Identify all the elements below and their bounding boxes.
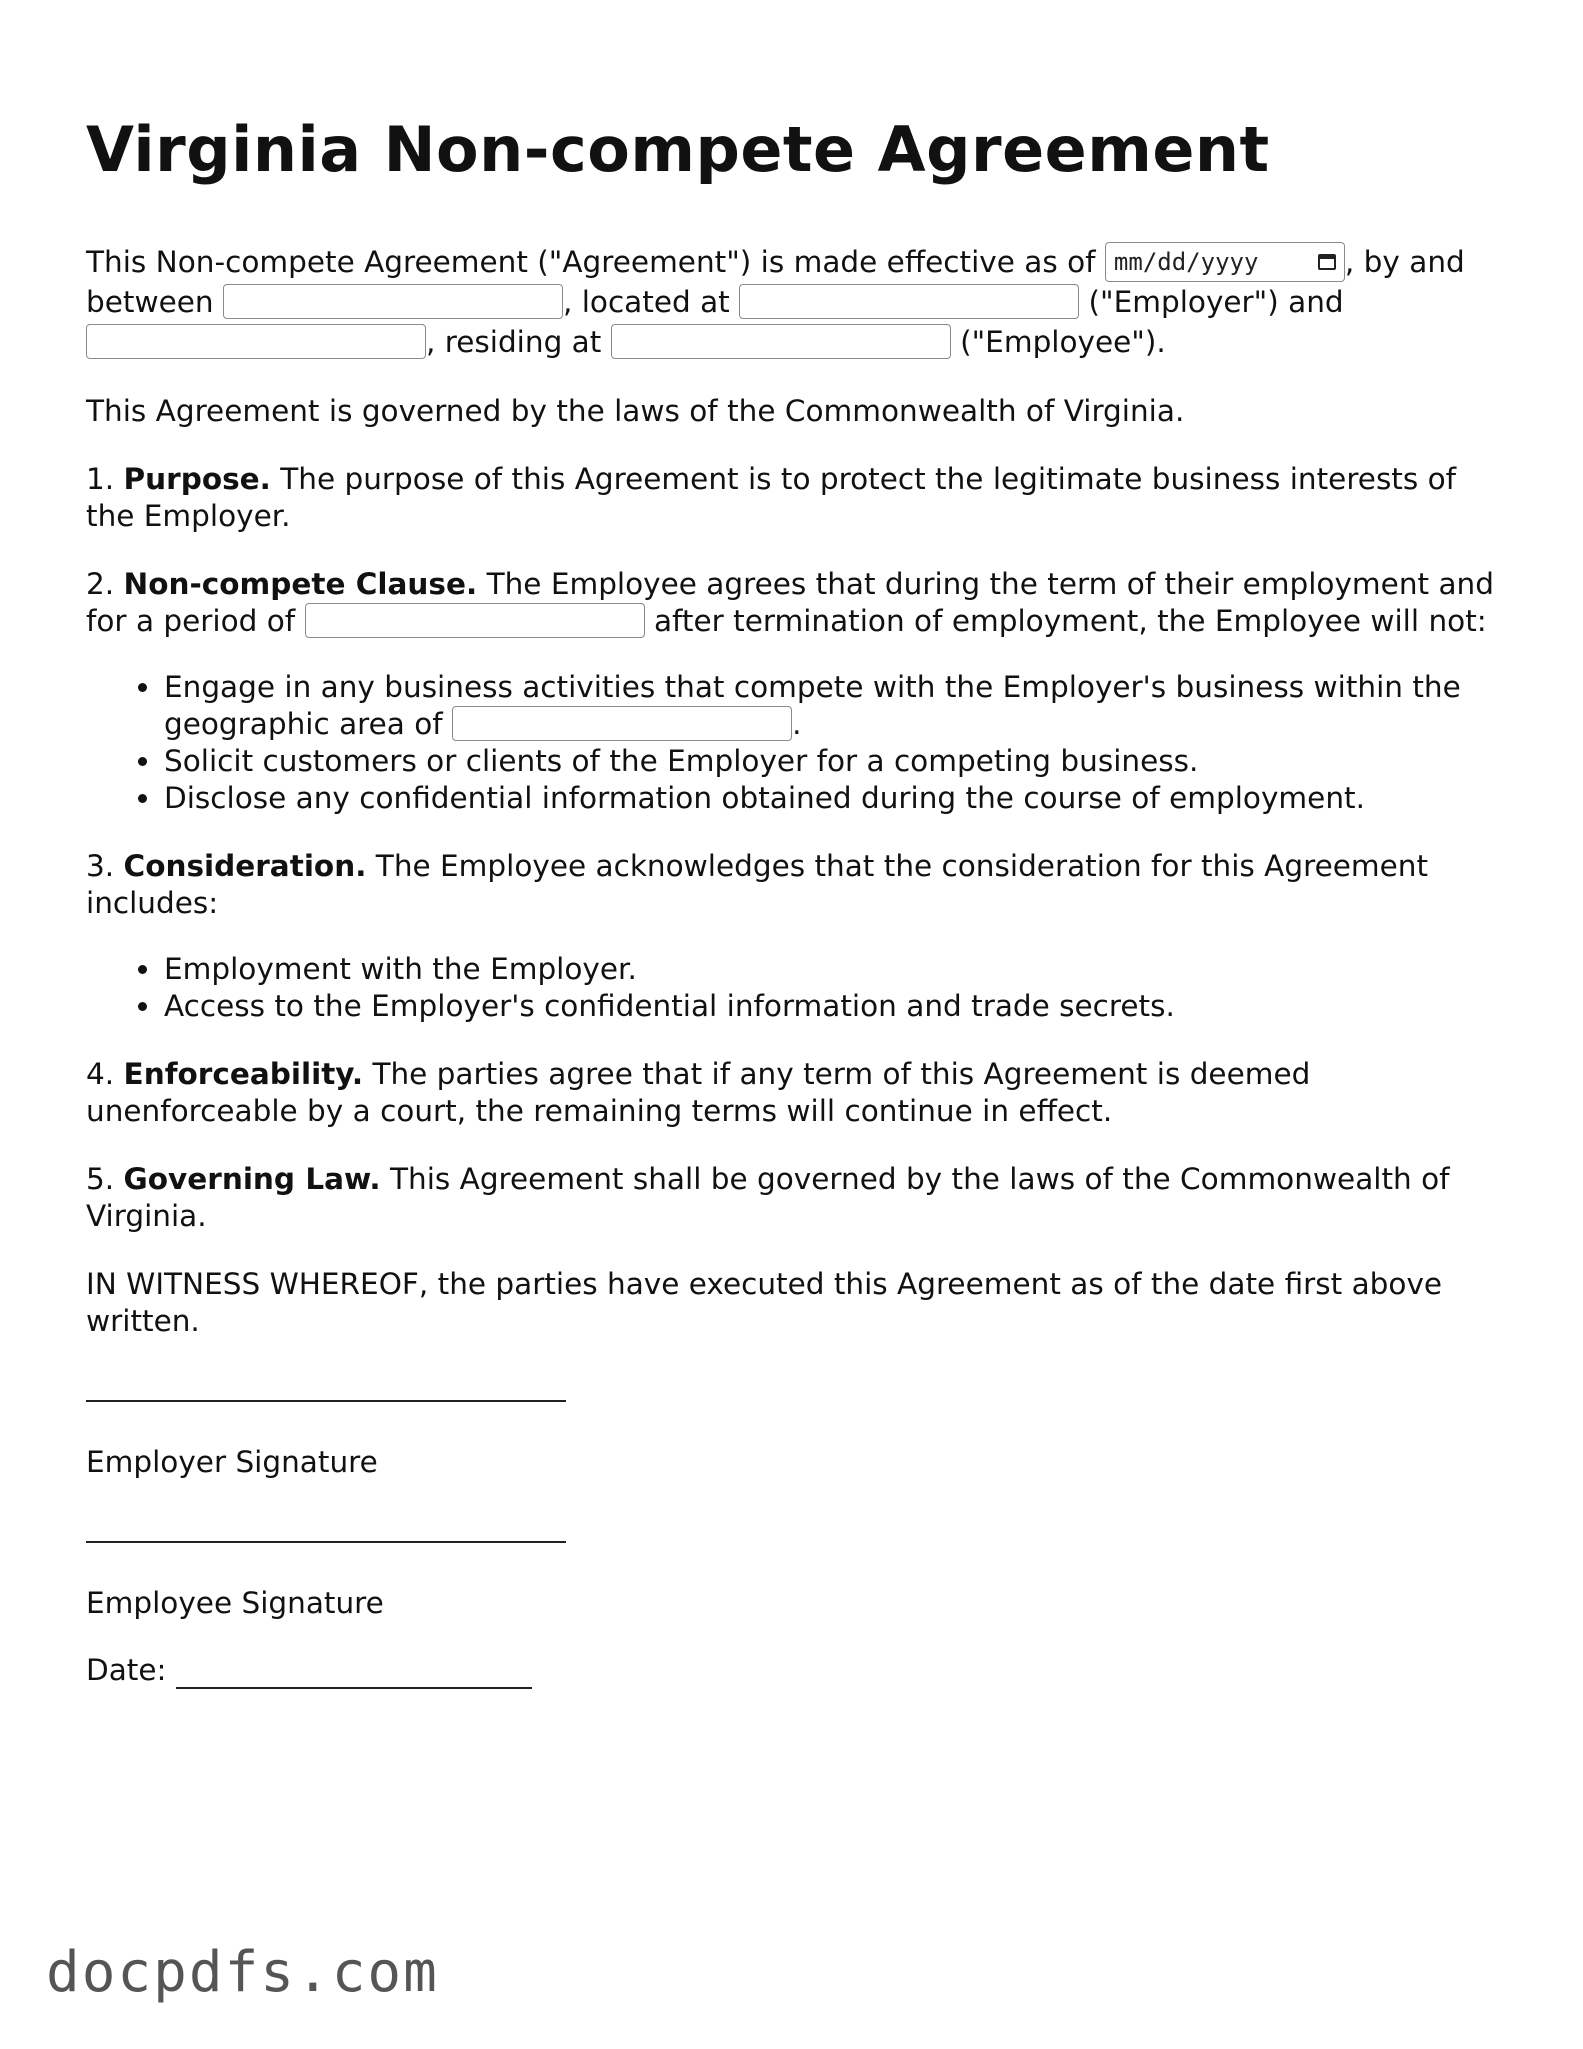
section-text: The purpose of this Agreement is to protect the legitimate business interests of the Employer. [86, 462, 1457, 533]
governed-paragraph: This Agreement is governed by the laws of the Commonwealth of Virginia. [86, 394, 1185, 428]
geographic-area-input[interactable] [452, 706, 792, 741]
list-item [163, 669, 1496, 743]
list-item-period: . [792, 707, 802, 741]
section-heading: Enforceability. [123, 1057, 364, 1091]
section-number: 4. [86, 1057, 115, 1091]
section-text: This Agreement shall be governed by the laws of the Commonwealth of Virginia. [86, 1162, 1450, 1233]
intro-text-6: ("Employee"). [960, 325, 1166, 359]
employee-signature-line [86, 1541, 566, 1543]
section-heading: Non-compete Clause. [123, 567, 478, 601]
employer-signature-line [86, 1400, 566, 1402]
intro-text-1: This Non-compete Agreement ("Agreement") is made effective as of [86, 245, 1096, 279]
section-text: The Employee agrees that during the term of their employment and for a period of [86, 567, 1494, 638]
effective-date-input[interactable] [1105, 242, 1345, 282]
employer-signature-label: Employer Signature [86, 1445, 378, 1479]
non-compete-period-input[interactable] [305, 603, 645, 638]
section-governing-law [86, 1161, 1496, 1235]
intro-text-5: , residing at [426, 325, 602, 359]
section-heading: Consideration. [123, 849, 367, 883]
document-page [86, 100, 1496, 1689]
date-label: Date: [86, 1653, 167, 1687]
intro-text-3: , located at [562, 285, 730, 319]
employee-signature-label: Employee Signature [86, 1586, 384, 1620]
section-text-2: after termination of employment, the Employee will not: [653, 604, 1487, 638]
section-number: 3. [86, 849, 115, 883]
signature-date-row [86, 1652, 1496, 1689]
calendar-icon[interactable] [1318, 254, 1336, 270]
intro-text-2: , by and between [86, 245, 1465, 319]
list-item: • Employment with the Employer. [163, 951, 1496, 988]
section-consideration [86, 848, 1496, 922]
intro-text-4: ("Employer") and [1088, 285, 1344, 319]
witness-paragraph: IN WITNESS WHEREOF, the parties have executed this Agreement as of the date first above written. [86, 1267, 1443, 1338]
intro-paragraph [86, 242, 1496, 362]
section-non-compete [86, 566, 1496, 640]
employer-address-input[interactable] [739, 284, 1079, 319]
section-text: The parties agree that if any term of this Agreement is deemed unenforceable by a court, the remaining terms will continue in effect. [86, 1057, 1311, 1128]
non-compete-list [86, 669, 1496, 817]
list-item-text: Engage in any business activities that compete with the Employer's business within the geographic area of [164, 670, 1461, 741]
employer-name-input[interactable] [223, 284, 563, 319]
section-purpose [86, 461, 1496, 535]
employee-address-input[interactable] [611, 324, 951, 359]
section-text: The Employee acknowledges that the consideration for this Agreement includes: [86, 849, 1429, 920]
list-item: • Access to the Employer's confidential information and trade secrets. [163, 988, 1496, 1025]
section-heading: Purpose. [123, 462, 271, 496]
list-item: • Solicit customers or clients of the Employer for a competing business. [163, 743, 1496, 780]
date-line [176, 1657, 532, 1689]
section-number: 1. [86, 462, 115, 496]
employee-name-input[interactable] [86, 324, 426, 359]
section-number: 2. [86, 567, 115, 601]
list-item: • Disclose any confidential information obtained during the course of employment. [163, 780, 1496, 817]
section-enforceability [86, 1056, 1496, 1130]
date-placeholder: mm/dd/yyyy [1113, 247, 1259, 276]
section-heading: Governing Law. [123, 1162, 381, 1196]
consideration-list [86, 951, 1496, 1025]
section-number: 5. [86, 1162, 115, 1196]
page-title: Virginia Non-compete Agreement [86, 113, 1270, 186]
watermark: docpdfs.com [46, 1940, 439, 2005]
